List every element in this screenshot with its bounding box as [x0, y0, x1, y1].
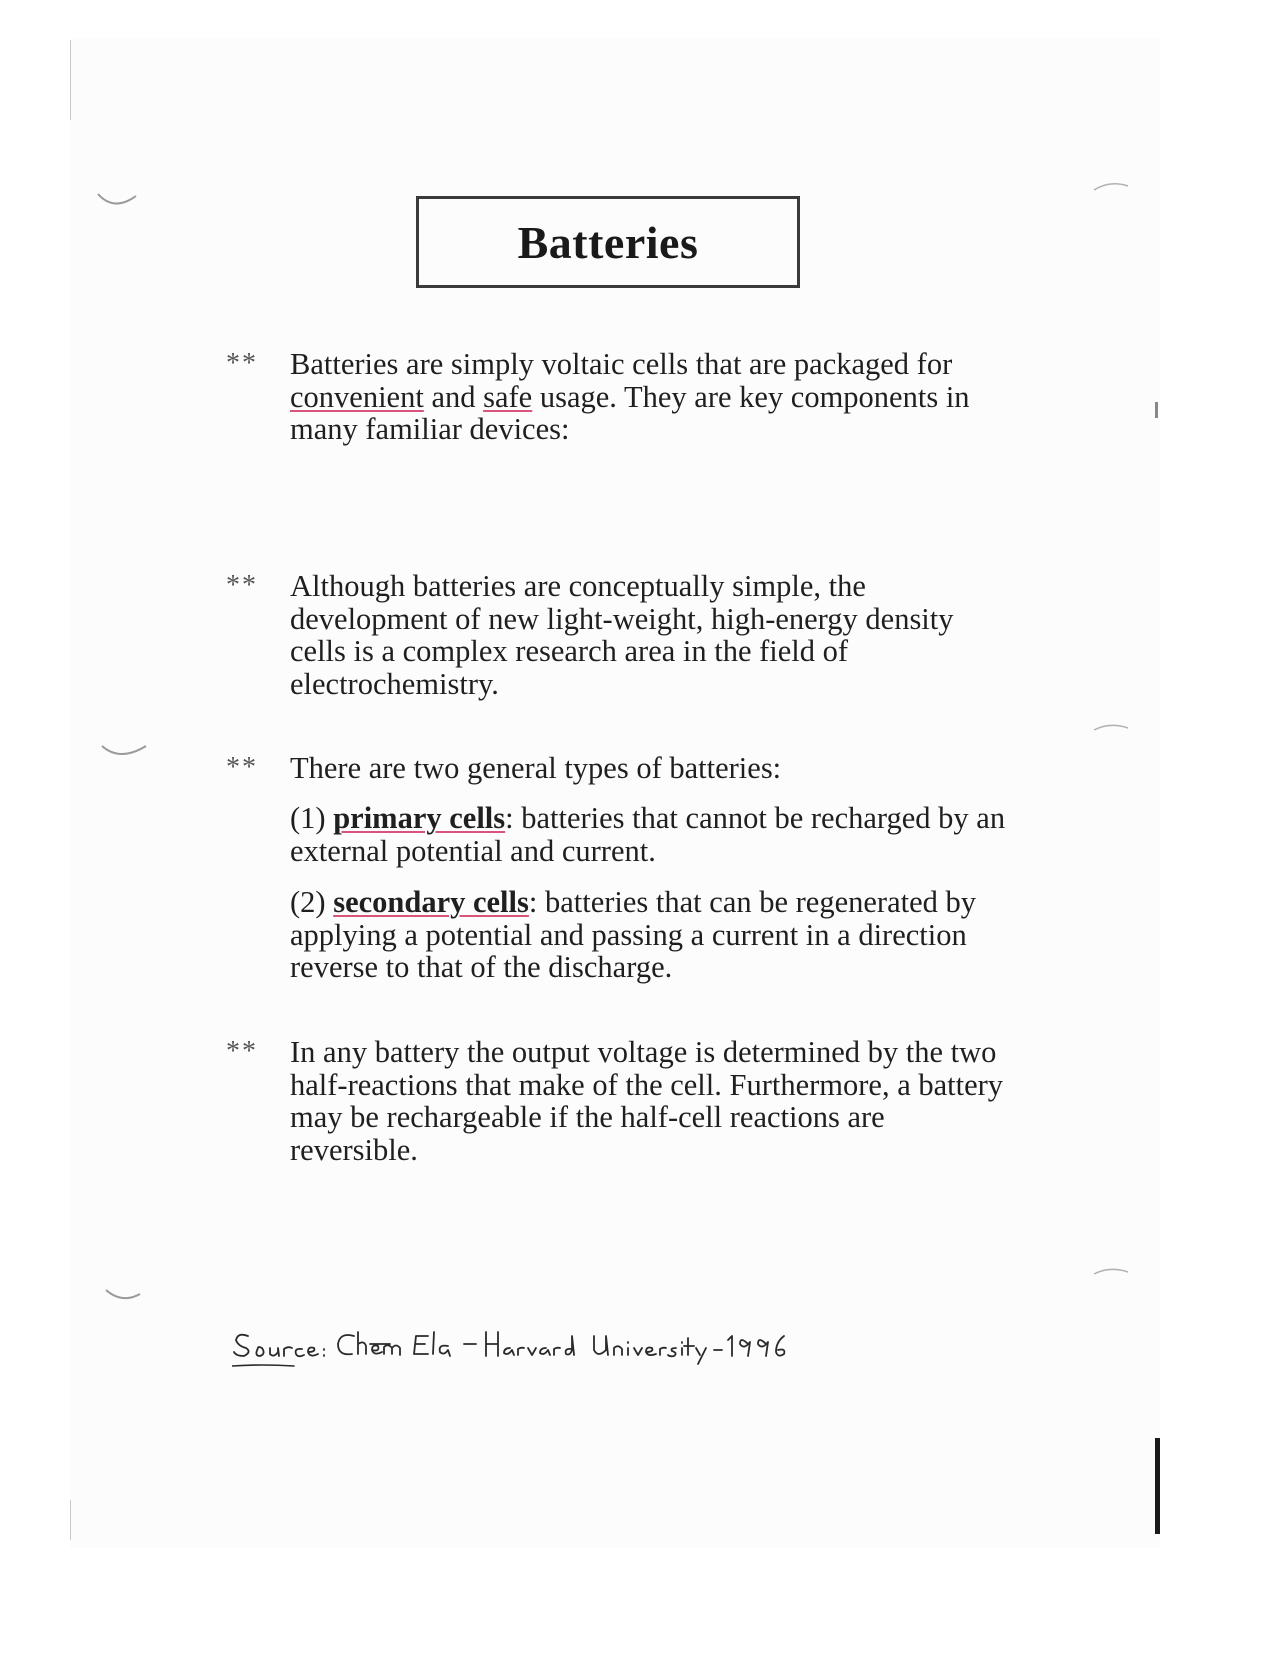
- scan-edge: [70, 1500, 71, 1540]
- binder-hole-mark: [100, 740, 150, 764]
- text-run: usage. They are key components in many familiar devices:: [290, 379, 970, 446]
- scan-edge: [70, 40, 71, 120]
- binder-hole-mark: [1092, 180, 1132, 194]
- type-number: (1): [290, 801, 326, 835]
- battery-type-primary: [290, 802, 1010, 867]
- battery-type-secondary: [290, 886, 1010, 984]
- title-box: [416, 196, 800, 288]
- type-number: (2): [290, 885, 326, 919]
- text-run: Batteries are simply voltaic cells that are packaged for: [290, 347, 953, 381]
- bullet-marker: **: [226, 348, 258, 379]
- type-term: secondary cells: [333, 885, 529, 919]
- underlined-word: safe: [483, 379, 533, 414]
- type-definition: : batteries that can be regenerated by applying a potential and passing a current in a direction reverse to that of the discharge.: [290, 885, 976, 984]
- type-definition: : batteries that cannot be recharged by an external potential and current.: [290, 801, 1006, 868]
- page-title: Batteries: [517, 216, 699, 268]
- binder-hole-mark: [104, 1286, 144, 1306]
- handwritten-source-note: [232, 1322, 792, 1382]
- bullet-marker: **: [226, 570, 258, 601]
- underlined-word: convenient: [290, 379, 424, 414]
- paragraph-types-intro: There are two general types of batteries:: [290, 751, 782, 785]
- binder-hole-mark: [96, 190, 140, 214]
- type-term: primary cells: [333, 801, 506, 835]
- margin-mark: [1155, 1438, 1160, 1534]
- binder-hole-mark: [1092, 720, 1132, 734]
- paragraph-intro: [290, 348, 1010, 446]
- binder-hole-mark: [1092, 1264, 1132, 1278]
- text-run: and: [423, 379, 484, 414]
- paragraph-research: Although batteries are conceptually simple, the development of new light-weight, high-energy density cells is a complex research area in the field of electrochemistry.: [290, 569, 954, 701]
- paragraph-voltage: In any battery the output voltage is determined by the two half-reactions that make of the cell. Furthermore, a battery may be rechargeable if the half-cell reactions are reversible.: [290, 1035, 1004, 1167]
- scan-speck: [1155, 402, 1158, 418]
- bullet-marker: **: [226, 1036, 258, 1067]
- bullet-marker: **: [226, 752, 258, 783]
